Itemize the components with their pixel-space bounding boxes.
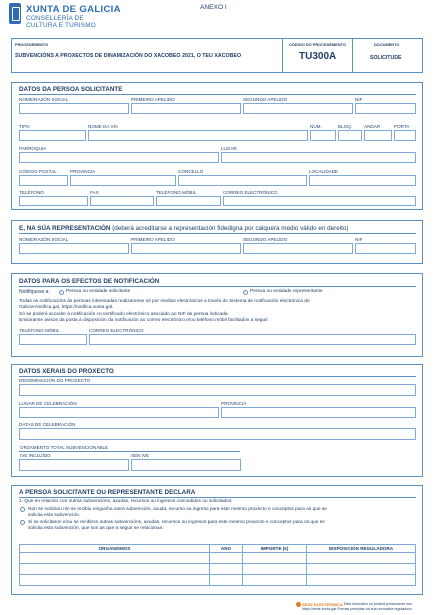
notify-label-mobile: TELÉFONO MÓBIL [19, 328, 60, 333]
notification-section [11, 273, 423, 357]
procedure-box [11, 38, 423, 73]
procedure-value: SUBVENCIÓNS A PROXECTOS DE DINAMIZACIÓN DO XACOBEO 2021, O TEU XACOBEO [15, 53, 242, 59]
applicant-door-field[interactable] [394, 130, 416, 141]
applicant-section [11, 82, 423, 210]
applicant-province-field[interactable] [70, 175, 176, 186]
table-row [20, 564, 416, 575]
rep-label-name: NOME/RAZÓN SOCIAL [19, 237, 69, 242]
rep-label-surname2: SEGUNDO APELIDO [243, 237, 288, 242]
label-phone: TELÉFONO [19, 190, 44, 195]
label-surname1: PRIMEIRO APELIDO [131, 97, 175, 102]
label-num: NÚM. [310, 124, 322, 129]
label-street: NOME DA VÍA [88, 124, 118, 129]
declaration-option-1-radio[interactable] [20, 507, 25, 512]
applicant-street-field[interactable] [88, 130, 308, 141]
table-cell[interactable] [20, 564, 210, 575]
logo-main: XUNTA DE GALICIA [26, 4, 121, 15]
label-mobile: TELÉFONO MÓBIL [156, 190, 197, 195]
xunta-emblem-icon [9, 3, 21, 24]
budget-rule [19, 451, 240, 452]
declaration-item-1: 1. Que en relación con outras subvencións, axudas, recursos ou ingresos concedidos ou solicitados: [19, 499, 233, 504]
label-province: PROVINCIA [70, 169, 96, 174]
notify-label-email: CORREO ELECTRÓNICO [89, 328, 144, 333]
applicant-locality-field[interactable] [309, 175, 416, 186]
footer-line-1: Este formulario só poderá presentarse nes [344, 602, 412, 606]
procedure-label: PROCEDEMENTO [15, 42, 49, 47]
subsidies-table [19, 544, 416, 586]
col-regulation: DISPOSICIÓN REGULADORA [307, 545, 416, 553]
code-value: TU300A [299, 51, 337, 62]
label-floor: ANDAR [364, 124, 381, 129]
applicant-num-field[interactable] [310, 130, 336, 141]
project-title: DATOS XERAIS DO PROXECTO [19, 368, 114, 375]
label-council: CONCELLO [178, 169, 204, 174]
applicant-title-rule [19, 94, 416, 95]
project-label-venue: LUGAR DE CELEBRACIÓN [19, 401, 77, 406]
project-province-field[interactable] [221, 407, 416, 418]
project-label-with-vat: IVE INCLUÍDO [20, 453, 51, 458]
col-amount: IMPORTE (€) [243, 545, 307, 553]
applicant-phone-field[interactable] [19, 196, 88, 206]
applicant-type-field[interactable] [19, 130, 86, 141]
representative-note: (deberá acreditarse a representación fidedigna por calquera medio válido en dereito) [112, 225, 349, 232]
notification-text-2: Galicia-Notifica.gal, https://notifica.xunta.gal. [19, 305, 114, 310]
table-cell[interactable] [210, 575, 243, 586]
label-block: BLOQ. [338, 124, 353, 129]
rep-nif-field[interactable] [355, 243, 416, 254]
table-cell[interactable] [307, 575, 416, 586]
sede-icon [296, 602, 301, 607]
declaration-option-1a: Non se solicitou nin se recibiu ningunha outra subvención, axuda, recurso ou ingreso para este mesmo proxecto e conceptos para os que se [28, 506, 327, 512]
label-place: LUGAR [221, 146, 237, 151]
notification-title: DATOS PARA OS EFECTOS DE NOTIFICACIÓN [19, 278, 160, 285]
project-label-name: DENOMINACIÓN DO PROXECTO [19, 378, 91, 383]
annex-label: ANEXO I [200, 4, 227, 11]
applicant-title: DATOS DA PERSOA SOLICITANTE [19, 86, 123, 93]
table-cell[interactable] [210, 564, 243, 575]
document-label: DOCUMENTO [374, 42, 400, 47]
notify-applicant-radio[interactable] [59, 290, 64, 295]
project-venue-field[interactable] [19, 407, 219, 418]
rep-label-surname1: PRIMEIRO APELIDO [131, 237, 175, 242]
project-label-without-vat: SEN IVE [131, 453, 150, 458]
notify-representative-label: Persoa ou entidade representante [250, 289, 323, 294]
subsidies-table-header [20, 545, 416, 553]
notification-text-1: Todas as notificacións ás persoas interesadas realizaranse só por medios electrónicos a través do Sistema de notificación electrónica de [19, 299, 310, 304]
document-value: SOLICITUDE [370, 55, 402, 61]
applicant-block-field[interactable] [338, 130, 362, 141]
header-divider-1 [282, 39, 283, 73]
label-door: PORTA [394, 124, 410, 129]
applicant-council-field[interactable] [178, 175, 307, 186]
table-cell[interactable] [243, 564, 307, 575]
table-row [20, 575, 416, 586]
applicant-surname1-field[interactable] [131, 103, 241, 114]
logo-sub-2: CULTURA E TURISMO [26, 22, 96, 29]
applicant-postcode-field[interactable] [19, 175, 68, 186]
project-title-rule [19, 376, 416, 377]
label-surname2: SEGUNDO APELIDO [243, 97, 288, 102]
label-name: NOME/RAZÓN SOCIAL [19, 97, 69, 102]
rep-label-nif: NIF [355, 237, 363, 242]
notify-representative-radio[interactable] [243, 290, 248, 295]
rep-name-field[interactable] [19, 243, 129, 254]
rep-surname2-field[interactable] [243, 243, 353, 254]
notify-email-field[interactable] [89, 334, 416, 345]
applicant-parish-field[interactable] [19, 152, 219, 163]
footer-sede: SEDE ELECTRÓNICA [302, 602, 343, 607]
notify-applicant-label: Persoa ou entidade solicitante [66, 289, 131, 294]
label-type: TIPO [19, 124, 30, 129]
label-nif: NIF [355, 97, 363, 102]
col-year: ANO [210, 545, 243, 553]
declaration-section [11, 485, 423, 595]
table-cell[interactable] [20, 575, 210, 586]
applicant-email-field[interactable] [223, 196, 416, 206]
applicant-mobile-field[interactable] [156, 196, 221, 206]
col-organisms: ORGANISMOS [20, 545, 210, 553]
project-label-budget: ORZAMENTO TOTAL SUBVENCIONABLE [20, 445, 109, 450]
applicant-place-field[interactable] [221, 152, 416, 163]
table-cell[interactable] [243, 553, 307, 564]
label-postcode: CÓDIGO POSTAL [19, 169, 57, 174]
table-cell[interactable] [20, 553, 210, 564]
declaration-title-rule [19, 497, 416, 498]
table-cell[interactable] [307, 564, 416, 575]
table-cell[interactable] [210, 553, 243, 564]
project-section [11, 364, 423, 477]
representative-section [11, 220, 423, 264]
project-dates-field[interactable] [19, 428, 416, 440]
table-cell[interactable] [307, 553, 416, 564]
project-label-dates: DATAS DE CELEBRACIÓN [19, 422, 76, 427]
label-fax: FAX [90, 190, 99, 195]
table-cell[interactable] [243, 575, 307, 586]
label-email: CORREO ELECTRÓNICO [223, 190, 278, 195]
logo-sub-1: CONSELLERÍA DE [26, 15, 84, 22]
declaration-option-2b: solicita esta subvención, que son as que a seguir se relacionan: [28, 525, 164, 531]
notify-label: Notifíquese a: [19, 289, 50, 295]
notify-mobile-field[interactable] [19, 334, 87, 345]
notification-text-3: Só se poderá acceder á notificación co certificado electrónico asociado ao NIF da persoa indicada. [19, 312, 229, 317]
applicant-floor-field[interactable] [364, 130, 392, 141]
declaration-option-1b: solicita esta subvención. [28, 512, 80, 518]
label-locality: LOCALIDADE [309, 169, 339, 174]
notification-title-rule [19, 286, 416, 287]
applicant-nif-field[interactable] [355, 103, 416, 114]
declaration-option-2a: Si se solicitaron e/ou se recibiron outras subvencións, axudas, recursos ou ingresos para este mesmo proxecto e conceptos para os que se [28, 519, 325, 525]
notification-text-4: Enviaranse avisos da posta á disposición da notificación ao correo electrónico e/ou teléfono móbil facilitados a seguir: [19, 318, 270, 323]
header-divider-2 [352, 39, 353, 73]
applicant-fax-field[interactable] [90, 196, 154, 206]
budget-without-vat-field[interactable] [131, 459, 241, 471]
declaration-option-2-radio[interactable] [20, 520, 25, 525]
label-parish: PARROQUIA [19, 146, 47, 151]
footer-line-2: https://sede.xunta.gal Formas previstas na súa normativa reguladora [302, 607, 412, 611]
representative-title: E, NA SÚA REPRESENTACIÓN (deberá acreditarse a representación fidedigna por calquera medio válido en dereito) [19, 225, 349, 232]
declaration-title: A PERSOA SOLICITANTE OU REPRESENTANTE DECLARA [19, 489, 196, 496]
budget-with-vat-field[interactable] [19, 459, 129, 471]
table-row [20, 553, 416, 564]
representative-title-rule [19, 233, 416, 234]
rep-surname1-field[interactable] [131, 243, 241, 254]
project-name-field[interactable] [19, 384, 416, 396]
applicant-name-field[interactable] [19, 103, 129, 114]
code-label: CÓDIGO DO PROCEDEMENTO [289, 42, 346, 47]
project-label-province: PROVINCIA [221, 401, 247, 406]
applicant-surname2-field[interactable] [243, 103, 353, 114]
